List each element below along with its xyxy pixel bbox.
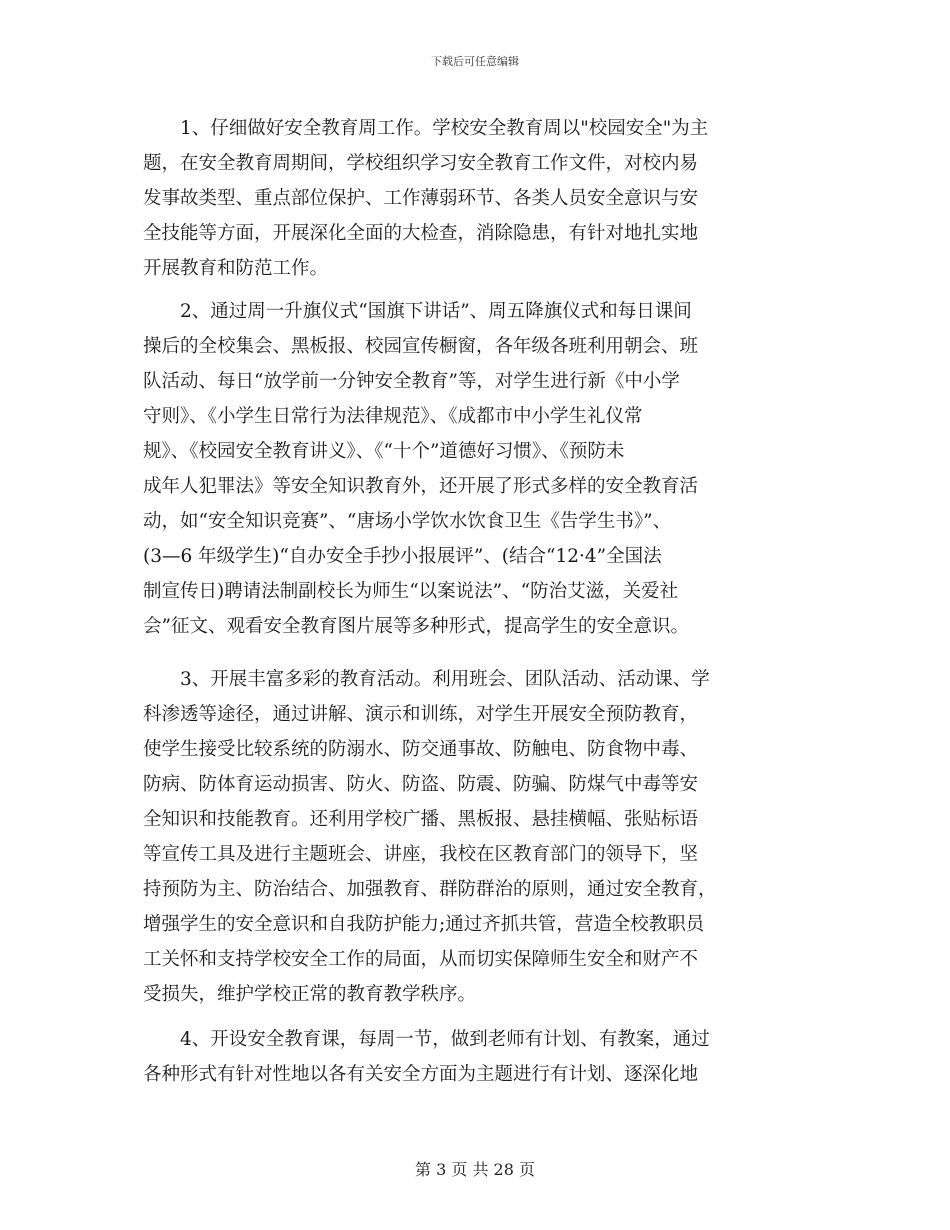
text-line: 全知识和技能教育。还利用学校广播、黑板报、悬挂横幅、张贴标语 <box>143 809 699 830</box>
text-line: 规》、《校园安全教育讲义》、《“十个”道德好习惯》、《预防未 <box>143 441 625 462</box>
text-line: 发事故类型、重点部位保护、工作薄弱环节、各类人员安全意识与安 <box>143 188 699 209</box>
text-line: 成年人犯罪法》等安全知识教育外，还开展了形式多样的安全教育活 <box>143 476 699 497</box>
text-line: 4、开设安全教育课，每周一节，做到老师有计划、有教案，通过 <box>143 1029 710 1050</box>
text-line: 使学生接受比较系统的防溺水、防交通事故、防触电、防食物中毒、 <box>143 739 699 760</box>
text-line: 队活动、每日“放学前一分钟安全教育”等，对学生进行新《中小学 <box>143 371 680 392</box>
text-line: 科渗透等途径，通过讲解、演示和训练，对学生开展安全预防教育， <box>143 704 699 725</box>
text-line: 3、开展丰富多彩的教育活动。利用班会、团队活动、活动课、学 <box>143 669 710 690</box>
page-header: 下载后可任意编辑 <box>431 55 519 68</box>
text-line: 等宣传工具及进行主题班会、讲座，我校在区教育部门的领导下，坚 <box>143 844 699 865</box>
text-line: 全技能等方面，开展深化全面的大检查，消除隐患，有针对地扎实地 <box>143 223 699 244</box>
text-line: 受损失，维护学校正常的教育教学秩序。 <box>143 984 477 1005</box>
text-line: 题，在安全教育周期间，学校组织学习安全教育工作文件，对校内易 <box>143 153 699 174</box>
text-line: 2、通过周一升旗仪式“国旗下讲话”、周五降旗仪式和每日课间 <box>143 301 692 322</box>
text-line: 制宣传日)聘请法制副校长为师生“以案说法”、“防治艾滋，关爱社 <box>143 581 679 602</box>
text-line: 守则》、《小学生日常行为法律规范》、《成都市中小学生礼仪常 <box>143 406 643 427</box>
text-line: 防病、防体育运动损害、防火、防盗、防震、防骗、防煤气中毒等安 <box>143 774 699 795</box>
text-line: 增强学生的安全意识和自我防护能力;通过齐抓共管，营造全校教职员 <box>143 914 705 935</box>
text-line: (3—6 年级学生)“自办安全手抄小报展评”、(结合“12·4”全国法 <box>143 546 662 567</box>
text-line: 动，如“安全知识竞赛”、“唐场小学饮水饮食卫生《告学生书》”、 <box>143 511 672 532</box>
text-line: 工关怀和支持学校安全工作的局面，从而切实保障师生安全和财产不 <box>143 949 699 970</box>
text-line: 开展教育和防范工作。 <box>143 258 329 279</box>
page-number-footer: 第 3 页 共 28 页 <box>415 1160 535 1179</box>
text-line: 1、仔细做好安全教育周工作。学校安全教育周以"校园安全"为主 <box>143 118 709 139</box>
text-line: 各种形式有针对性地以各有关安全方面为主题进行有计划、逐深化地 <box>143 1064 699 1085</box>
text-line: 操后的全校集会、黑板报、校园宣传橱窗，各年级各班利用朝会、班 <box>143 336 699 357</box>
text-line: 会”征文、观看安全教育图片展等多种形式，提高学生的安全意识。 <box>143 616 689 637</box>
text-line: 持预防为主、防治结合、加强教育、群防群治的原则，通过安全教育， <box>143 879 717 900</box>
